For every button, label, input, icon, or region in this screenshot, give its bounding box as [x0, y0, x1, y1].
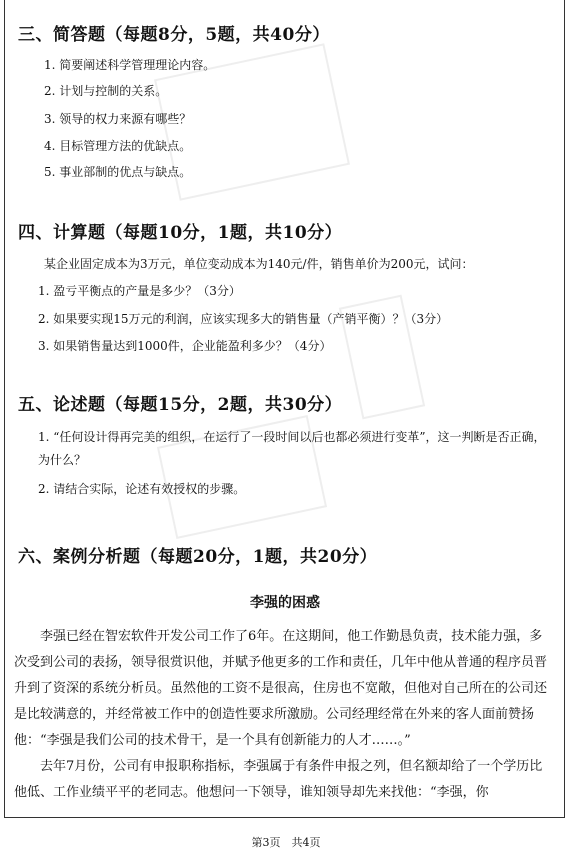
section-heading: 三、简答题（每题8分，5题，共40分） — [18, 25, 330, 45]
question-item: 2. 如果要实现15万元的利润，应该实现多大的销售量（产销平衡）？（3分） — [38, 312, 449, 326]
question-item: 2. 计划与控制的关系。 — [44, 84, 168, 98]
section-heading: 五、论述题（每题15分，2题，共30分） — [18, 395, 343, 415]
section-heading: 六、案例分析题（每题20分，1题，共20分） — [18, 547, 378, 567]
question-item: 1. “任何设计得再完美的组织，在运行了一段时间以后也都必须进行变革”，这一判断是否正确，为什么？ — [38, 430, 546, 467]
question-intro: 某企业固定成本为3万元，单位变动成本为140元/件，销售单价为200元，试问： — [44, 257, 474, 271]
case-paragraph: 李强已经在智宏软件开发公司工作了6年。在这期间，他工作勤恳负责，技术能力强，多次受到公司的表扬，领导很赏识他，并赋予他更多的工作和责任，几年中他从普通的程序员晋升到了资深的系统分析员。虽然他的工资不是很高，住房也不宽敞，但他对自己所在的公司还是比较满意的，并经常被工作中的创造性要求所激励。公司经理经常在外来的客人面前赞扬他：“李强是我们公司的技术骨干，是一个具有创新能力的人才……。” — [14, 629, 548, 748]
question-item: 1. 简要阐述科学管理理论内容。 — [44, 58, 216, 72]
case-paragraph: 去年7月份，公司有申报职称指标，李强属于有条件申报之列，但名额却给了一个学历比他低、工作业绩平平的老同志。他想问一下领导，谁知领导却先来找他：“李强，你 — [14, 759, 543, 800]
question-item: 5. 事业部制的优点与缺点。 — [44, 165, 192, 179]
question-item: 3. 领导的权力来源有哪些？ — [44, 112, 192, 126]
question-item: 3. 如果销售量达到1000件，企业能盈利多少？（4分） — [38, 339, 332, 353]
question-item: 1. 盈亏平衡点的产量是多少？（3分） — [38, 284, 241, 298]
question-item: 4. 目标管理方法的优缺点。 — [44, 139, 192, 153]
section-heading: 四、计算题（每题10分，1题，共10分） — [18, 223, 343, 243]
question-item: 2. 请结合实际，论述有效授权的步骤。 — [38, 482, 246, 496]
case-title: 李强的困惑 — [250, 595, 320, 611]
page-footer: 第3页 共4页 — [251, 836, 321, 849]
